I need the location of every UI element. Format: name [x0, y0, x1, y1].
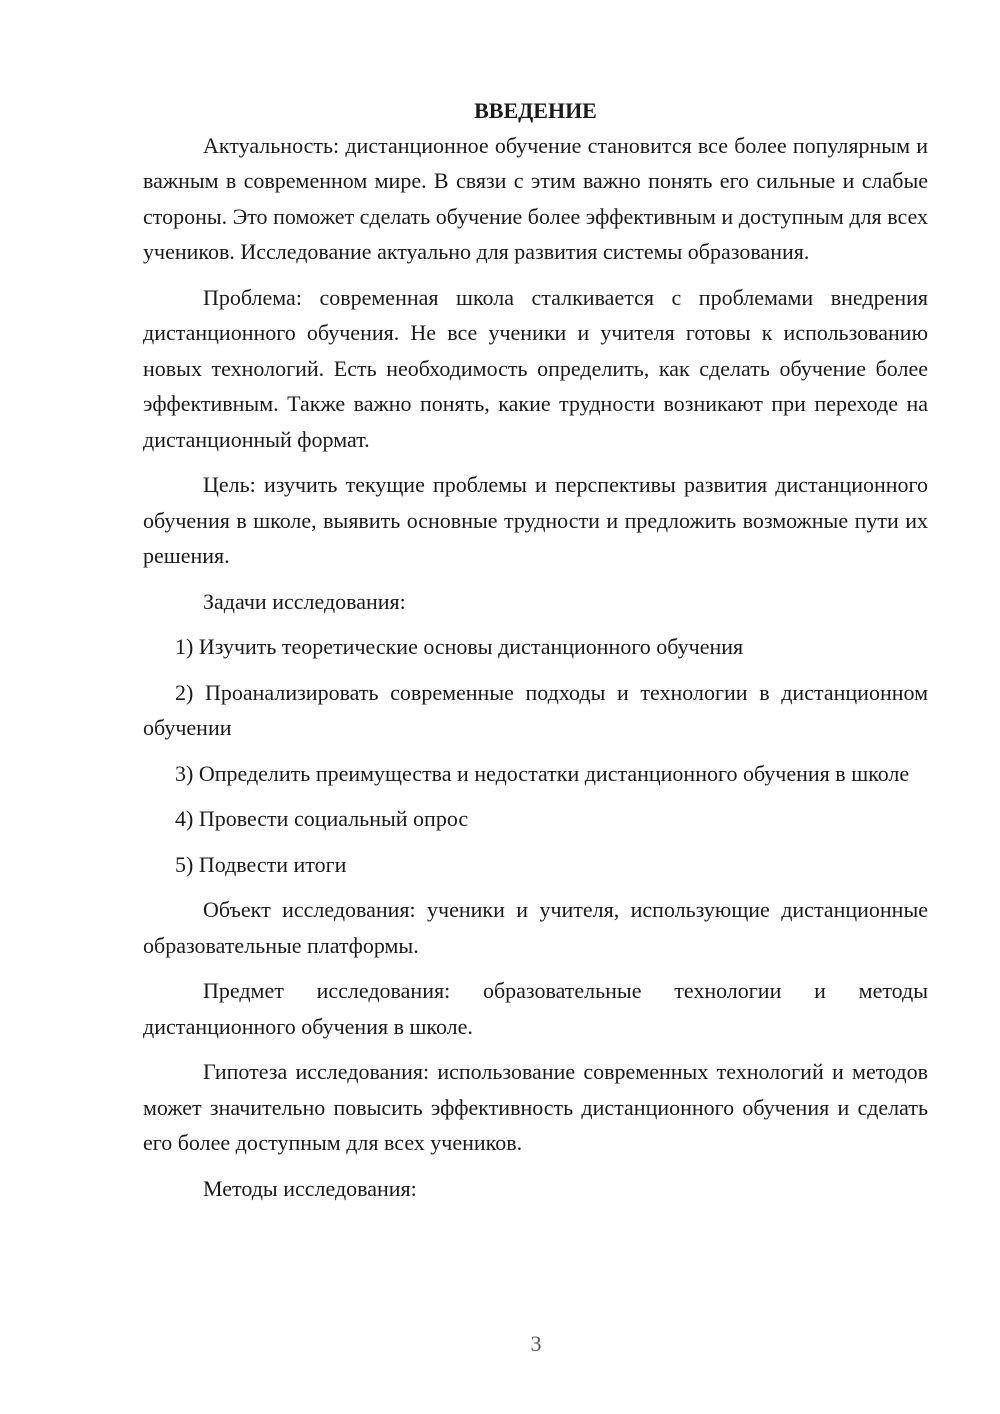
paragraph-subject: Предмет исследования: образовательные технологии и методы дистанционного обучения в школе.	[143, 978, 928, 1039]
task-item-3: 3) Определить преимущества и недостатки дистанционного обучения в школе	[175, 760, 910, 786]
task-item-1: 1) Изучить теоретические основы дистанционного обучения	[175, 634, 744, 659]
document-page	[143, 93, 928, 1216]
paragraph-tasks-heading: Задачи исследования:	[203, 588, 406, 614]
paragraph-hypothesis: Гипотеза исследования: использование современных технологий и методов может значительно повысить эффективность дистанционного обучения и сделать его более доступным для всех учеников.	[143, 1059, 928, 1155]
task-item-4: 4) Провести социальный опрос	[175, 806, 469, 831]
paragraph-goal: Цель: изучить текущие проблемы и перспективы развития дистанционного обучения в школе, выявить основные трудности и предложить возможные пути их решения.	[143, 472, 928, 568]
page-number: 3	[530, 1331, 542, 1356]
task-item-2: 2) Проанализировать современные подходы и технологии в дистанционном обучении	[143, 679, 928, 740]
paragraph-problem: Проблема: современная школа сталкивается с проблемами внедрения дистанционного обучения. Не все ученики и учителя готовы к использованию новых технологий. Есть необходимость определить, как сделать обучение более эффективным. Также важно понять, какие трудности возникают при переходе на дистанционный формат.	[143, 284, 928, 452]
paragraph-relevance: Актуальность: дистанционное обучение становится все более популярным и важным в современном мире. В связи с этим важно понять его сильные и слабые стороны. Это поможет сделать обучение более эффективным и доступным для всех учеников. Исследование актуально для развития системы образования.	[143, 132, 928, 264]
paragraph-methods: Методы исследования:	[203, 1175, 417, 1201]
task-item-5: 5) Подвести итоги	[175, 851, 347, 877]
paragraph-object: Объект исследования: ученики и учителя, использующие дистанционные образовательные платформы.	[143, 897, 928, 958]
section-title: ВВЕДЕНИЕ	[474, 98, 597, 123]
